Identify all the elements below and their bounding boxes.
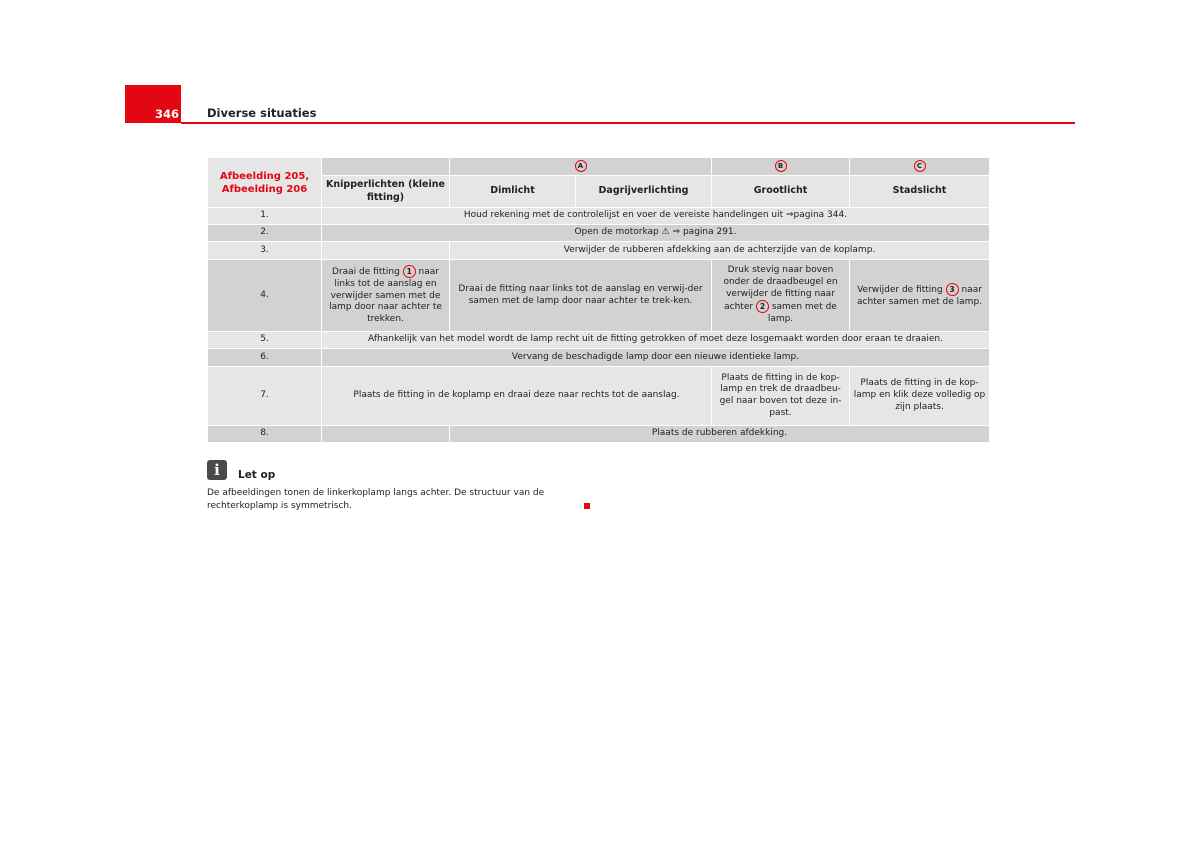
table-row	[208, 208, 990, 225]
cell-text: Draai de fitting	[332, 267, 400, 278]
step-text: Verwijder de rubberen afdekking aan de achterzijde van de koplamp.	[450, 242, 990, 260]
step-text: Open de motorkap ⚠ ⇒ pagina 291.	[322, 225, 990, 242]
step-number: 2.	[208, 225, 322, 242]
callout-3: 3	[946, 283, 959, 296]
step-cell-knipper-dim-dag: Plaats de fitting in de koplamp en draai deze naar rechts tot de aanslag.	[322, 367, 712, 426]
step-number: 3.	[208, 242, 322, 260]
table-row	[208, 260, 990, 332]
step-cell-knipperlichten	[322, 260, 450, 332]
step-cell-grootlicht: Plaats de fitting in de kop-lamp en trek de draadbeu-gel naar boven tot deze in-past.	[712, 367, 850, 426]
table-row	[208, 426, 990, 443]
table-row	[208, 242, 990, 260]
section-end-marker	[584, 503, 590, 509]
group-marker-b: B	[775, 160, 787, 172]
group-marker-a: A	[575, 160, 587, 172]
cell-text: samen met de lamp.	[767, 302, 837, 325]
group-a-header	[450, 158, 712, 176]
header-divider	[181, 122, 1075, 124]
callout-2: 2	[756, 300, 769, 313]
group-b-header	[712, 158, 850, 176]
step-text: Plaats de rubberen afdekking.	[450, 426, 990, 443]
note-text: De afbeeldingen tonen de linkerkoplamp langs achter. De structuur van de rechterkoplamp is symmetrisch.	[207, 488, 545, 512]
cell-text: naar links tot de aanslag en verwijder samen met de lamp door naar achter te trekken.	[329, 267, 442, 325]
step-text: Vervang de beschadigde lamp door een nieuwe identieke lamp.	[322, 349, 990, 367]
col-header-stadslicht: Stadslicht	[850, 176, 990, 208]
empty-cell	[322, 242, 450, 260]
page-header	[125, 85, 1075, 125]
cell-text: naar achter samen met de lamp.	[856, 284, 983, 307]
step-number: 5.	[208, 332, 322, 349]
step-text: Houd rekening met de controlelijst en voer de vereiste handelingen uit ⇒pagina 344.	[322, 208, 990, 225]
step-number: 4.	[208, 260, 322, 332]
step-cell-dimlicht-dagrijverlichting: Draai de fitting naar links tot de aanslag en verwij-der samen met de lamp door naar achter te trek-ken.	[450, 260, 712, 332]
col-header-grootlicht: Grootlicht	[712, 176, 850, 208]
group-marker-c: C	[914, 160, 926, 172]
page-number: 346	[125, 85, 181, 123]
cell-text: Verwijder de fitting	[857, 284, 943, 295]
table-row	[208, 225, 990, 242]
col-header-dimlicht: Dimlicht	[450, 176, 576, 208]
page-title: Diverse situaties	[207, 106, 317, 120]
group-c-header	[850, 158, 990, 176]
table-row	[208, 349, 990, 367]
step-cell-stadslicht	[850, 260, 990, 332]
callout-1: 1	[403, 265, 416, 278]
info-icon: i	[207, 460, 227, 480]
table-row	[208, 367, 990, 426]
step-cell-stadslicht: Plaats de fitting in de kop-lamp en klik deze volledig op zijn plaats.	[850, 367, 990, 426]
figure-reference: Afbeelding 205, Afbeelding 206	[208, 158, 322, 208]
col-header-knipperlichten: Knipperlichten (kleine fitting)	[322, 176, 450, 208]
header-empty	[322, 158, 450, 176]
empty-cell	[322, 426, 450, 443]
step-text: Afhankelijk van het model wordt de lamp recht uit de fitting getrokken of moet deze losgemaakt worden door eraan te draaien.	[322, 332, 990, 349]
note-title: Let op	[238, 469, 276, 481]
step-number: 7.	[208, 367, 322, 426]
step-number: 1.	[208, 208, 322, 225]
step-number: 6.	[208, 349, 322, 367]
bulb-replacement-table	[207, 157, 990, 443]
step-number: 8.	[208, 426, 322, 443]
col-header-dagrijverlichting: Dagrijverlichting	[576, 176, 712, 208]
cell-text: Druk stevig naar boven onder de draadbeugel en verwijder de fitting naar achter	[723, 265, 838, 313]
step-cell-grootlicht	[712, 260, 850, 332]
table-row	[208, 332, 990, 349]
